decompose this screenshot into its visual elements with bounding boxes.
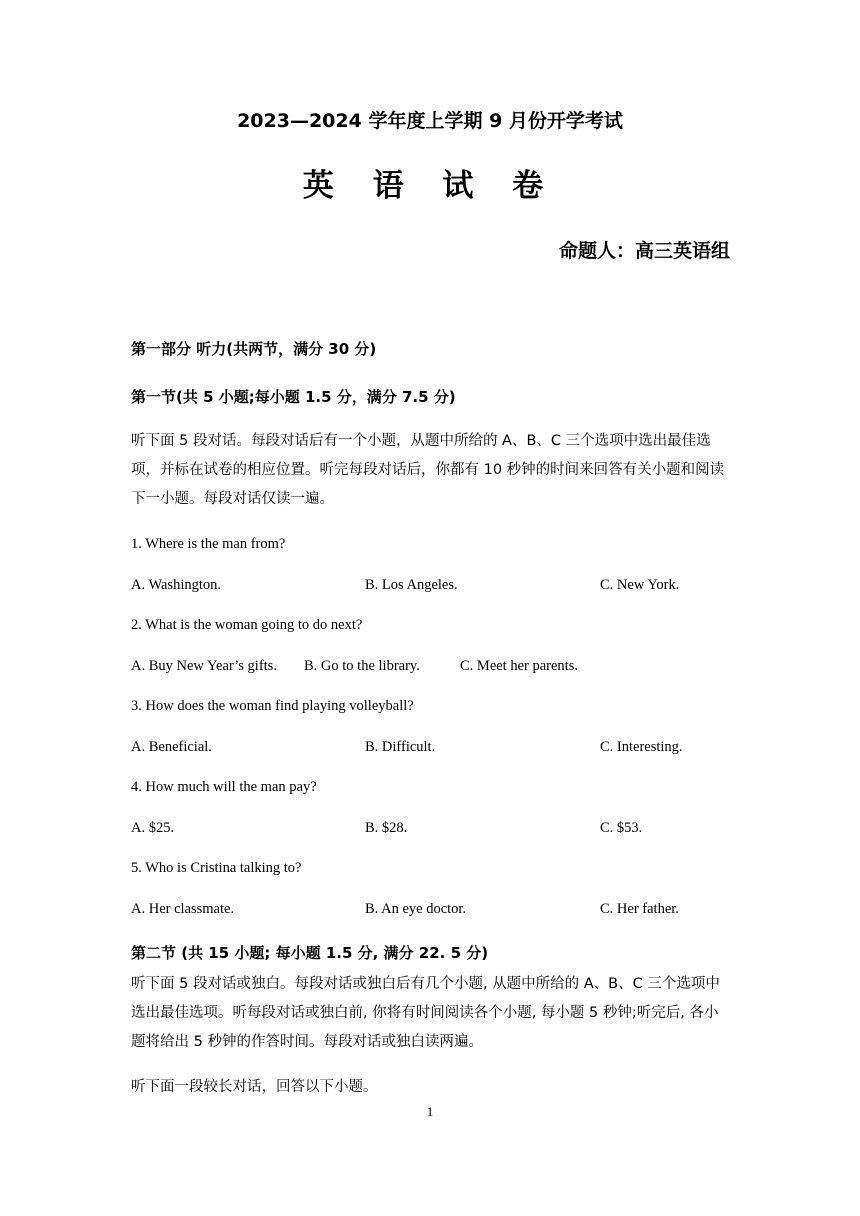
q1-option-b: B. Los Angeles.: [365, 577, 458, 593]
question-3: 3. How does the woman find playing volleyball?: [131, 698, 414, 714]
question-1: 1. Where is the man from?: [131, 536, 286, 552]
question-4: 4. How much will the man pay?: [131, 779, 317, 795]
section1-instructions: 听下面 5 段对话。每段对话后有一个小题，从题中所给的 A、B、C 三个选项中选出最佳选项，并标在试卷的相应位置。听完每段对话后，你都有 10 秒钟的时间来回答有关小题和阅读下一小题。每段对话仅读一遍。: [131, 433, 725, 507]
paper-title: 英 语 试 卷: [302, 168, 558, 204]
section2-instructions: 听下面 5 段对话或独白。每段对话或独白后有几个小题, 从题中所给的 A、B、C 三个选项中选出最佳选项。听每段对话或独白前, 你将有时间阅读各个小题, 每小题 5 秒钟;听完后, 各小题将给出 5 秒钟的作答时间。每段对话或独白读两遍。: [131, 976, 720, 1050]
q4-option-b: B. $28.: [365, 820, 408, 836]
question-2: 2. What is the woman going to do next?: [131, 617, 363, 633]
question-5: 5. Who is Cristina talking to?: [131, 860, 302, 876]
q3-option-c: C. Interesting.: [600, 739, 683, 755]
q5-option-b: B. An eye doctor.: [365, 901, 467, 917]
q5-option-a: A. Her classmate.: [131, 901, 235, 917]
exam-header: 2023—2024 学年度上学期 9 月份开学考试: [237, 110, 623, 132]
q4-option-c: C. $53.: [600, 820, 643, 836]
part1-heading: 第一部分 听力(共两节，满分 30 分): [131, 340, 377, 358]
page-number: 1: [426, 1104, 434, 1119]
q1-option-a: A. Washington.: [131, 577, 221, 593]
section2-heading: 第二节 (共 15 小题; 每小题 1.5 分, 满分 22. 5 分): [131, 944, 489, 962]
q2-option-a: A. Buy New Year’s gifts.: [131, 658, 277, 674]
q5-option-c: C. Her father.: [600, 901, 679, 917]
author-line: 命题人：高三英语组: [558, 240, 730, 262]
q3-option-a: A. Beneficial.: [131, 739, 212, 755]
section2-lead: 听下面一段较长对话，回答以下小题。: [131, 1079, 378, 1095]
q4-option-a: A. $25.: [131, 820, 175, 836]
q3-option-b: B. Difficult.: [365, 739, 436, 755]
q2-option-c: C. Meet her parents.: [460, 658, 578, 674]
q2-option-b: B. Go to the library.: [304, 658, 420, 674]
q1-option-c: C. New York.: [600, 577, 680, 593]
section1-heading: 第一节(共 5 小题;每小题 1.5 分，满分 7.5 分): [131, 388, 456, 406]
